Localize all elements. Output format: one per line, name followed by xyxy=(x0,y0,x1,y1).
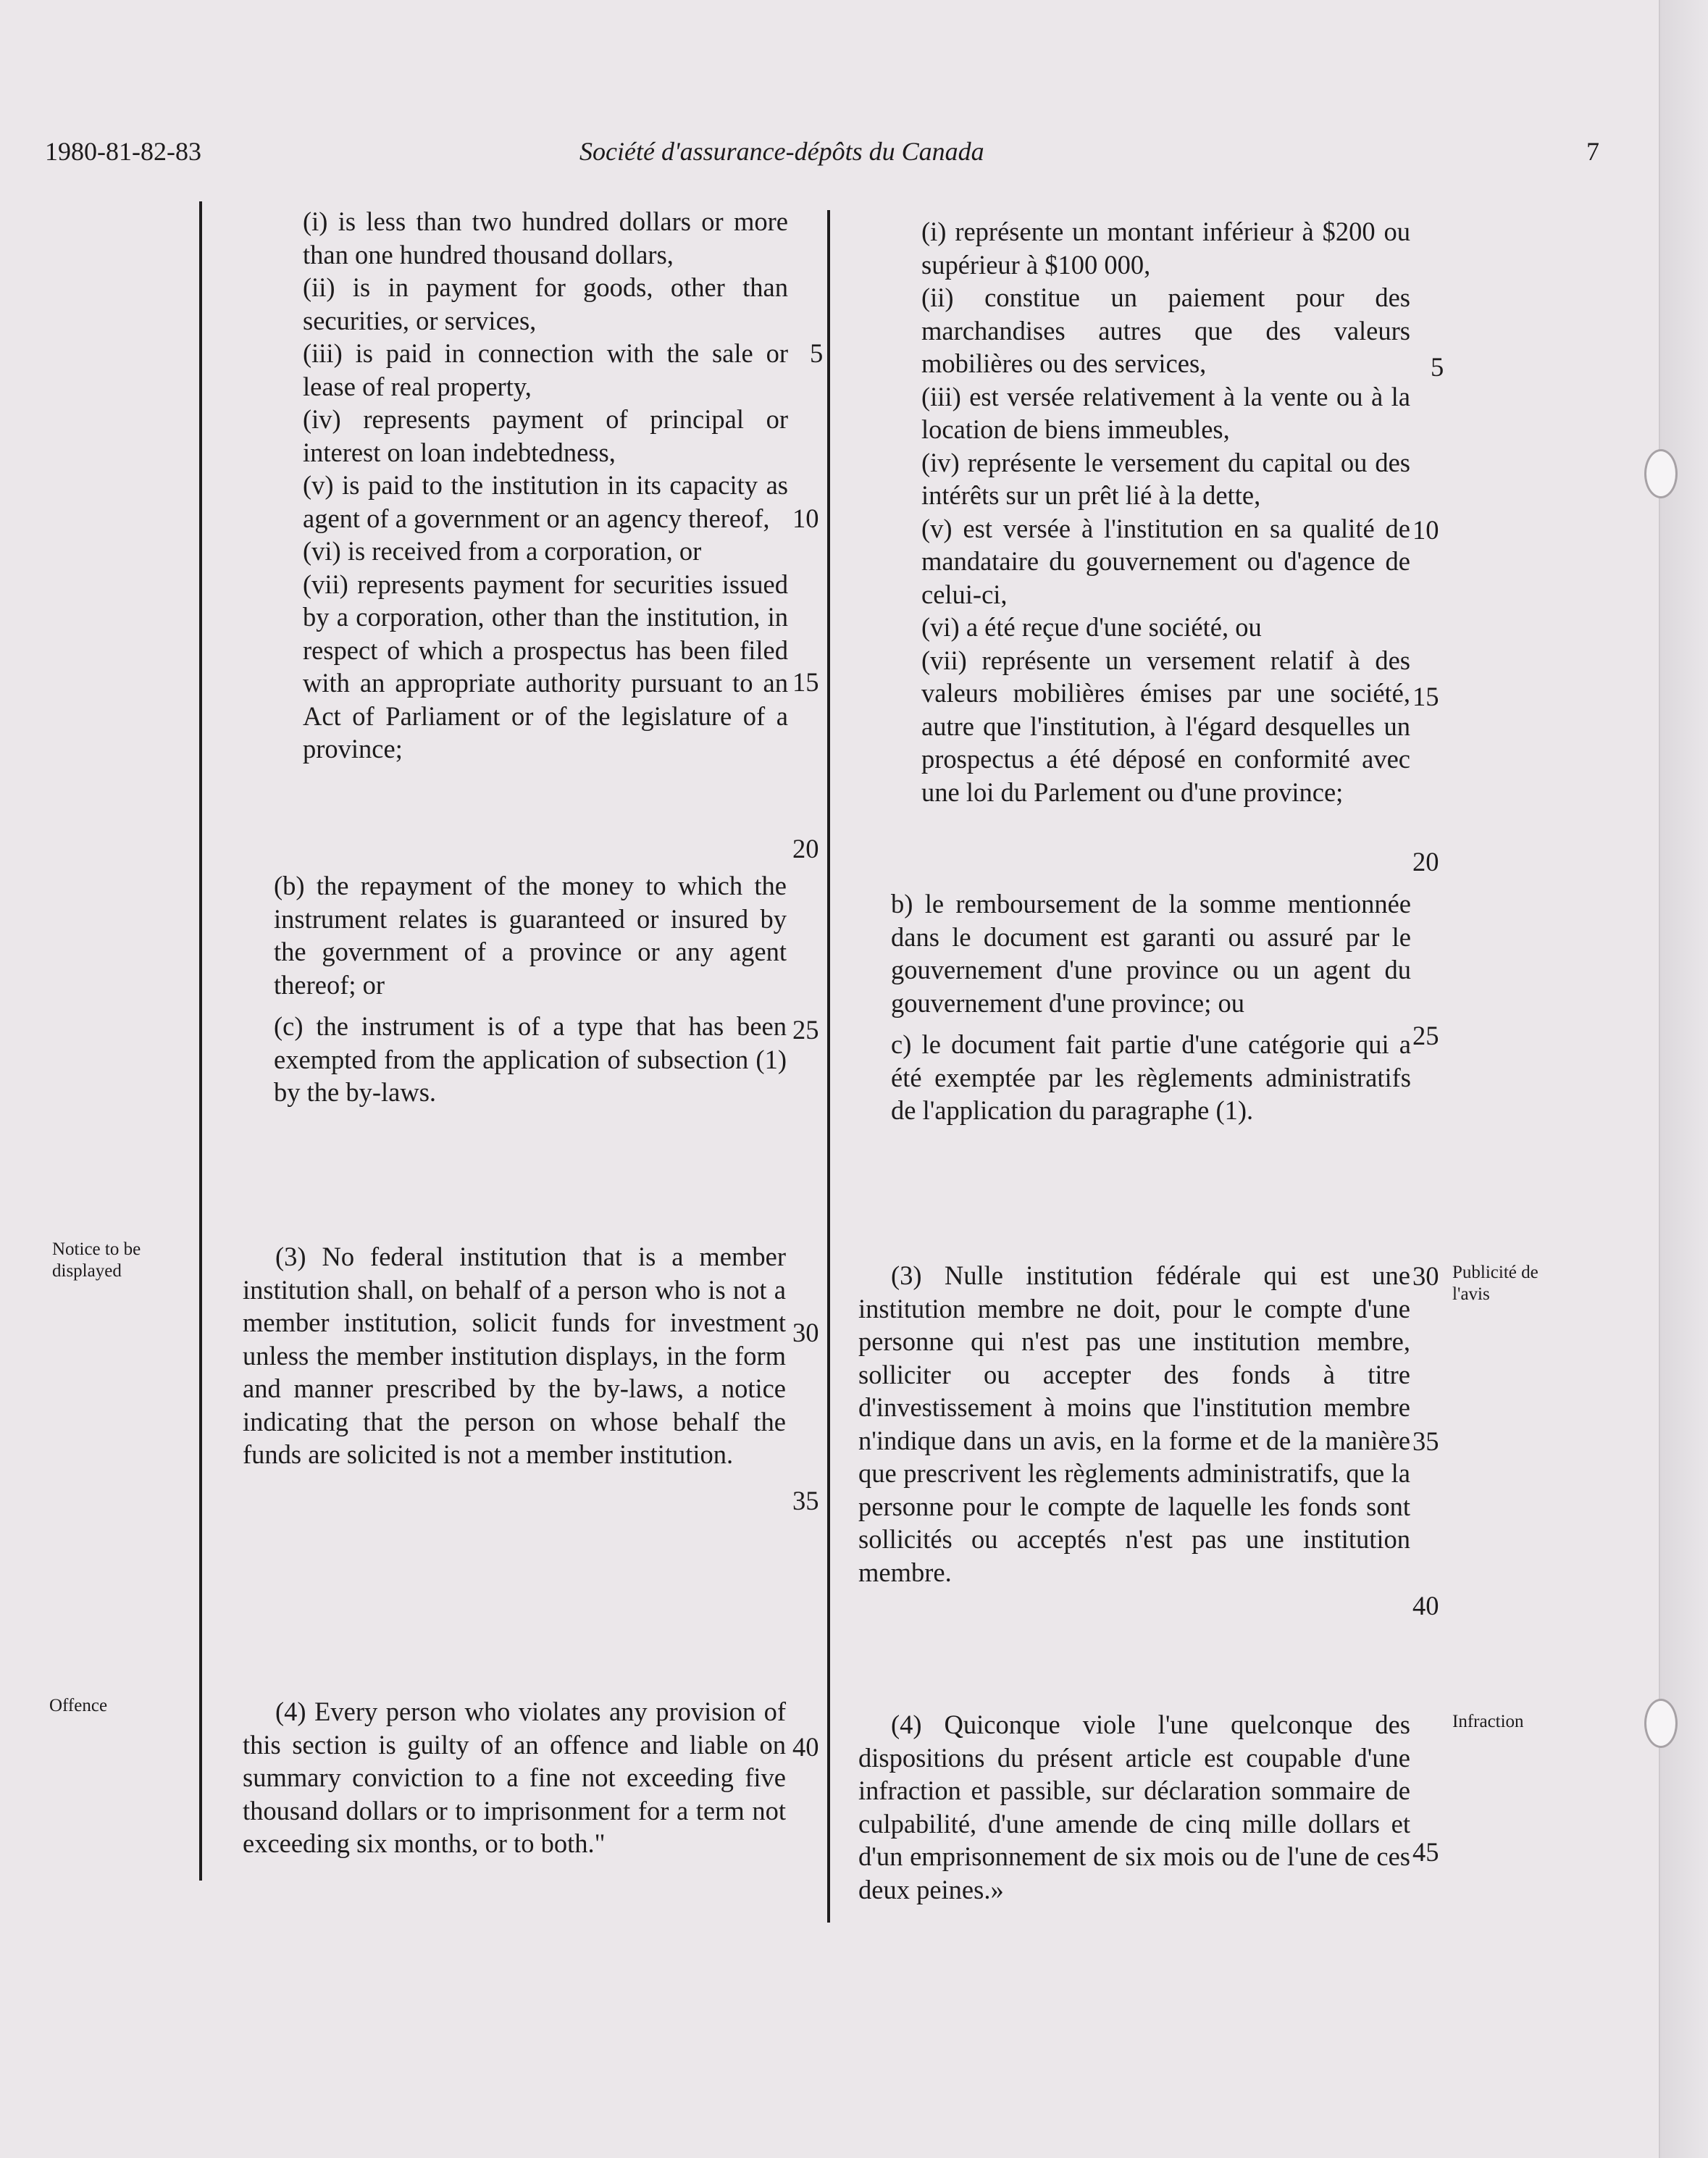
french-subsection-4 xyxy=(858,1708,1410,1906)
margin-note-notice: Notice to be displayed xyxy=(52,1239,141,1281)
fr-line-number: 10 xyxy=(1412,515,1439,545)
en-line-number: 5 xyxy=(810,338,824,368)
fr-line-number: 40 xyxy=(1412,1591,1439,1620)
en-sub3-text: (3) No federal institution that is a member institution shall, on behalf of a person who is not a member institution, solicit funds for investment unless the member institution displays, in the form and manner prescribed by the by-laws, a notice indicating that the person on whose behalf the funds are solicited is not a member institution. xyxy=(243,1242,786,1469)
en-para-b: (b) the repayment of the money to which the instrument relates is guaranteed or insured by the government of a province or any agent thereof; or xyxy=(274,871,787,1000)
page-number: 7 xyxy=(1586,137,1599,166)
french-column-upper xyxy=(921,215,1410,808)
en-para-iv: (iv) represents payment of principal or interest on loan indebtedness, xyxy=(303,404,788,467)
fr-line-number: 45 xyxy=(1412,1837,1439,1867)
fr-para-b: b) le remboursement de la somme mentionnée dans le document est garanti ou assuré par le gouvernement d'une province ou un agent du gouvernement d'une province; ou xyxy=(891,889,1411,1018)
en-para-iii: (iii) is paid in connection with the sale or lease of real property, xyxy=(303,338,788,401)
header-years: 1980-81-82-83 xyxy=(45,137,201,166)
en-para-c: (c) the instrument is of a type that has been exempted from the application of subsection (1) by the by-laws. xyxy=(274,1011,787,1107)
margin-note-infraction: Infraction xyxy=(1452,1712,1524,1731)
en-line-number: 35 xyxy=(792,1486,819,1515)
english-column-bc xyxy=(274,869,787,1109)
fr-line-number: 20 xyxy=(1412,847,1439,877)
en-line-number: 25 xyxy=(792,1015,819,1045)
en-para-i: (i) is less than two hundred dollars or more than one hundred thousand dollars, xyxy=(303,206,788,269)
en-para-ii: (ii) is in payment for goods, other than securities, or services, xyxy=(303,272,788,335)
fr-para-vii: (vii) représente un versement relatif à des valeurs mobilières émises par une société, autre que l'institution, à l'égard desquelles un prospectus a été déposé en conformité avec une loi du Parlement ou d'une province; xyxy=(921,645,1410,807)
french-column-bc xyxy=(891,887,1411,1127)
en-sub4-text: (4) Every person who violates any provision of this section is guilty of an offence and liable on summary conviction to a fine not exceeding five thousand dollars or to imprisonment for a term not exceeding six months, or to both." xyxy=(243,1697,786,1858)
fr-para-v: (v) est versée à l'institution en sa qualité de mandataire du gouvernement ou d'agence de celui-ci, xyxy=(921,513,1410,609)
french-subsection-3 xyxy=(858,1259,1410,1589)
margin-note-offence: Offence xyxy=(49,1696,108,1715)
fr-sub4-text: (4) Quiconque viole l'une quelconque des dispositions du présent article est coupable d'une infraction et passible, sur déclaration sommaire de culpabilité, d'une amende de cinq mille dollars et d'un emprisonnement de six mois ou de l'une de ces deux peines.» xyxy=(858,1710,1410,1904)
en-line-number: 20 xyxy=(792,834,819,863)
fr-line-number: 15 xyxy=(1412,682,1439,711)
english-subsection-3 xyxy=(243,1240,786,1471)
binder-hole xyxy=(1644,1699,1678,1748)
fr-para-iv: (iv) représente le versement du capital ou des intérêts sur un prêt lié à la dette, xyxy=(921,447,1410,510)
en-line-number: 15 xyxy=(792,667,819,697)
fr-line-number: 35 xyxy=(1412,1426,1439,1456)
fr-para-ii: (ii) constitue un paiement pour des marchandises autres que des valeurs mobilières ou des services, xyxy=(921,283,1410,378)
fr-para-c: c) le document fait partie d'une catégorie qui a été exemptée par les règlements administratifs de l'application du paragraphe (1). xyxy=(891,1029,1411,1125)
english-column-upper xyxy=(303,205,788,766)
margin-note-publicite: Publicité de l'avis xyxy=(1452,1263,1539,1304)
left-margin-rule xyxy=(199,201,202,1881)
en-para-vii: (vii) represents payment for securities issued by a corporation, other than the institution, in respect of which a prospectus has been filed with an appropriate authority pursuant to an Act of Parliament or of the legislature of a province; xyxy=(303,569,788,764)
page-edge xyxy=(1659,0,1708,2158)
fr-line-number: 25 xyxy=(1412,1021,1439,1050)
header-title: Société d'assurance-dépôts du Canada xyxy=(579,137,984,166)
fr-line-number: 5 xyxy=(1431,352,1444,382)
en-line-number: 30 xyxy=(792,1318,819,1347)
en-para-v: (v) is paid to the institution in its capacity as agent of a government or an agency thereof, xyxy=(303,470,788,533)
binder-hole xyxy=(1644,449,1678,498)
fr-line-number: 30 xyxy=(1412,1261,1439,1291)
en-para-vi: (vi) is received from a corporation, or xyxy=(303,536,702,566)
english-subsection-4 xyxy=(243,1695,786,1860)
en-line-number: 10 xyxy=(792,503,819,533)
fr-para-iii: (iii) est versée relativement à la vente ou à la location de biens immeubles, xyxy=(921,381,1410,444)
fr-para-i: (i) représente un montant inférieur à $200 ou supérieur à $100 000, xyxy=(921,217,1410,280)
en-line-number: 40 xyxy=(792,1732,819,1762)
fr-para-vi: (vi) a été reçue d'une société, ou xyxy=(921,612,1262,642)
fr-sub3-text: (3) Nulle institution fédérale qui est une institution membre ne doit, pour le compte d'une personne qui n'est pas une institution membre, solliciter ou accepter des fonds à titre d'investissement à moins que l'institution membre n'indique dans un avis, en la forme et de la manière que prescrivent les règlements administratifs, que la personne pour le compte de laquelle les fonds sont sollicités ou acceptés n'est pas une institution membre. xyxy=(858,1260,1410,1587)
column-divider-rule xyxy=(827,210,830,1923)
